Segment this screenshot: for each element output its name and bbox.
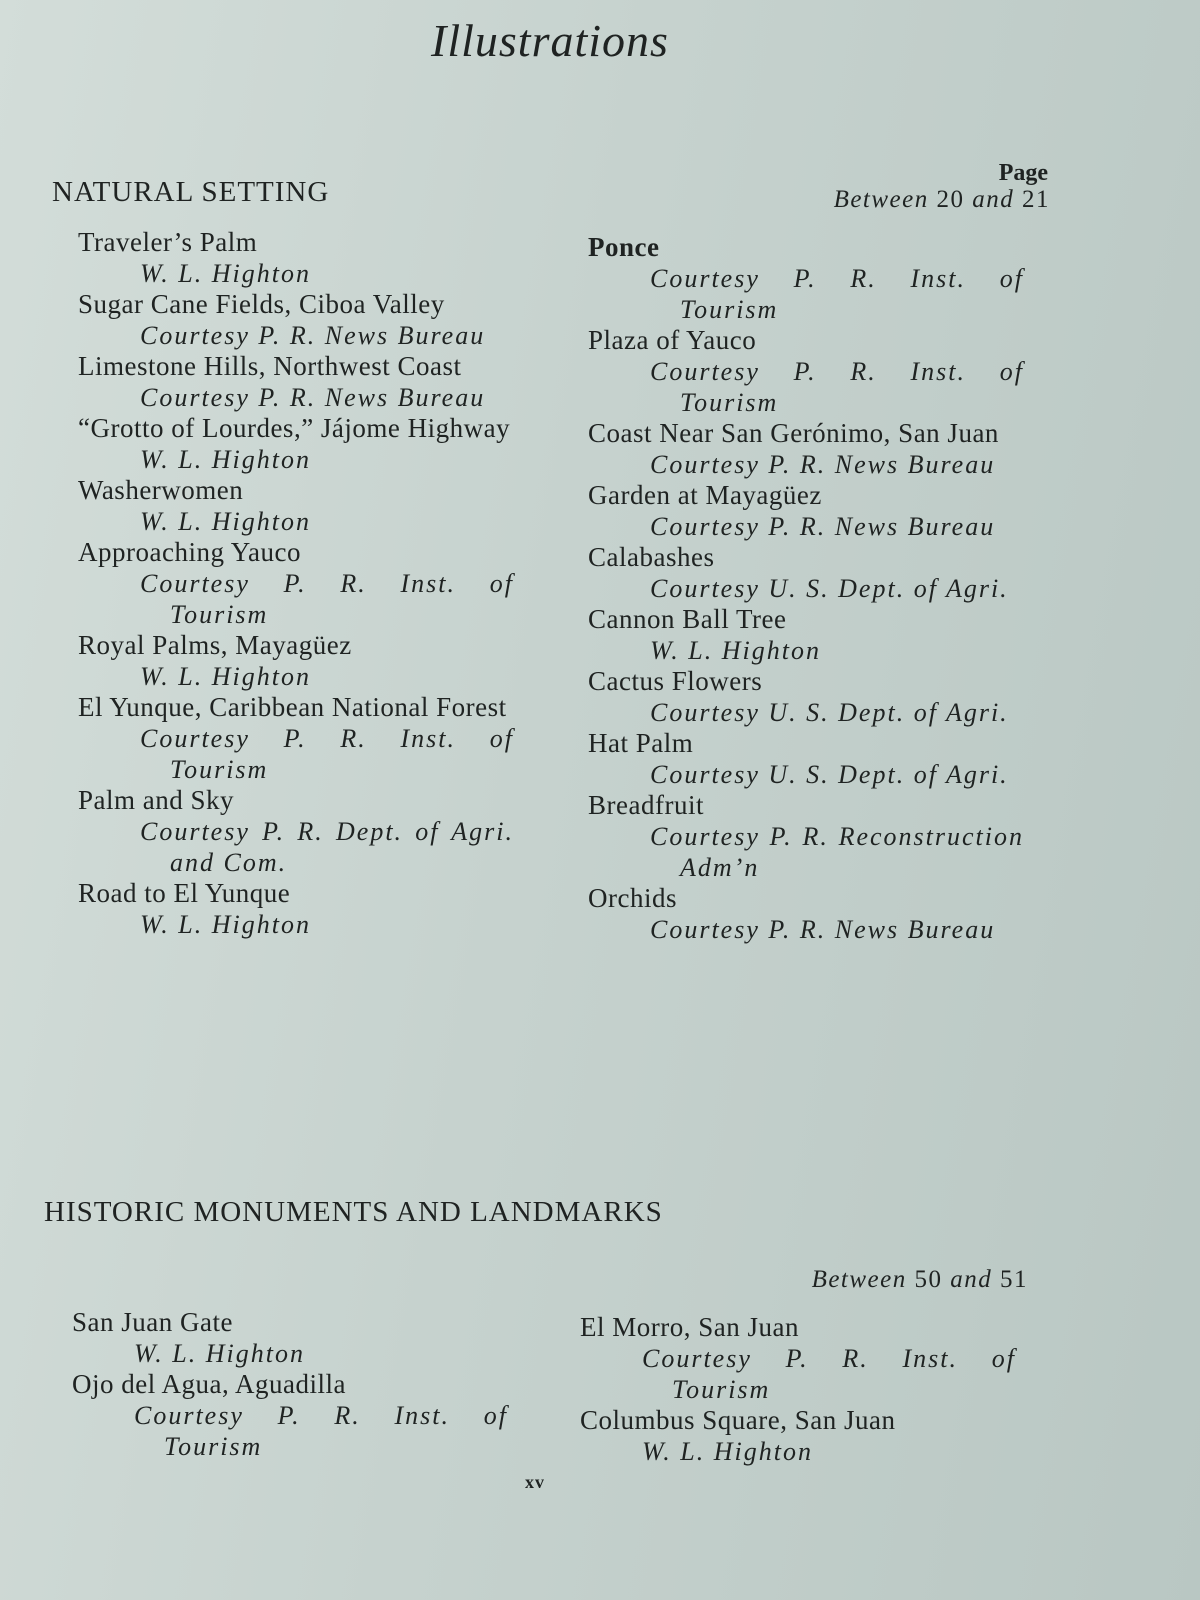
illustration-title: Cactus Flowers (588, 666, 763, 696)
illustration-title: Calabashes (588, 542, 715, 572)
list-item (588, 666, 1024, 728)
illustration-title: Washerwomen (78, 475, 244, 505)
illustration-title: Limestone Hills, Northwest Coast (78, 351, 462, 381)
illustration-credit: Courtesy P. R. Inst. of Tourism (140, 569, 514, 629)
illustration-title: Sugar Cane Fields, Ciboa Valley (78, 289, 445, 319)
illustration-credit: W. L. Highton (642, 1437, 813, 1466)
illustration-title: Cannon Ball Tree (588, 604, 787, 634)
list-item (78, 878, 514, 940)
range-end: 51 (1000, 1266, 1028, 1293)
illustration-credit: Courtesy P. R. Inst. of Tourism (642, 1344, 1016, 1404)
range-and: and (972, 186, 1015, 213)
illustration-credit: Courtesy P. R. News Bureau (650, 512, 996, 541)
section-page-range (812, 1266, 1028, 1294)
range-start: 50 (914, 1266, 943, 1293)
illustration-title: Road to El Yunque (78, 878, 291, 908)
illustration-credit: W. L. Highton (650, 636, 821, 665)
list-item (588, 232, 1024, 325)
list-item (78, 227, 514, 289)
illustration-credit: Courtesy P. R. News Bureau (650, 450, 996, 479)
illustration-credit: W. L. Highton (134, 1339, 305, 1368)
list-item (588, 883, 1024, 945)
illustration-title: Plaza of Yauco (588, 325, 757, 355)
page-title: Illustrations (431, 15, 669, 66)
range-end: 21 (1022, 186, 1050, 213)
range-prefix: Between (833, 186, 929, 213)
list-item (78, 537, 514, 630)
list-item (588, 480, 1024, 542)
illustration-title: Hat Palm (588, 728, 694, 758)
illustration-credit: Courtesy P. R. Inst. of Tourism (650, 357, 1024, 417)
illustration-credit: W. L. Highton (140, 507, 311, 536)
illustration-title: Royal Palms, Mayagüez (78, 630, 352, 660)
list-item (78, 630, 514, 692)
illustration-credit: Courtesy P. R. Dept. of Agri. and Com. (140, 817, 514, 877)
list-item (580, 1312, 1016, 1405)
section-page-range (834, 186, 1050, 214)
illustration-credit: Courtesy U. S. Dept. of Agri. (650, 760, 1009, 789)
illustration-credit: Courtesy P. R. News Bureau (140, 321, 486, 350)
illustration-list-right (580, 1312, 1016, 1467)
illustration-title: Coast Near San Gerónimo, San Juan (588, 418, 999, 448)
list-item (588, 418, 1024, 480)
list-item (78, 289, 514, 351)
illustration-title: Approaching Yauco (78, 537, 301, 567)
illustration-credit: Courtesy P. R. Reconstruction Adm’n (650, 822, 1024, 882)
illustration-credit: W. L. Highton (140, 662, 311, 691)
list-item (78, 475, 514, 537)
illustration-title: Garden at Mayagüez (588, 480, 822, 510)
list-item (78, 351, 514, 413)
list-item (72, 1307, 508, 1369)
page-column-label: Page (998, 160, 1048, 186)
illustration-title: Palm and Sky (78, 785, 235, 815)
illustration-title: San Juan Gate (72, 1307, 233, 1337)
illustration-credit: W. L. Highton (140, 445, 311, 474)
list-item (588, 728, 1024, 790)
illustration-list-left (78, 227, 514, 940)
list-item (588, 542, 1024, 604)
illustration-title: El Morro, San Juan (580, 1312, 799, 1342)
illustration-list-left (72, 1307, 508, 1462)
illustration-title: Columbus Square, San Juan (580, 1405, 896, 1435)
illustration-credit: Courtesy P. R. News Bureau (140, 383, 486, 412)
range-prefix: Between (811, 1266, 907, 1293)
list-item (78, 692, 514, 785)
illustration-title: Orchids (588, 883, 677, 913)
list-item (78, 785, 514, 878)
illustration-list-right (588, 232, 1024, 945)
section-heading-natural-setting: NATURAL SETTING (52, 176, 330, 208)
illustration-title: El Yunque, Caribbean National Forest (78, 692, 507, 722)
illustration-credit: Courtesy P. R. Inst. of Tourism (650, 264, 1024, 324)
illustration-title: “Grotto of Lourdes,” Jájome Highway (78, 413, 511, 443)
illustration-credit: W. L. Highton (140, 259, 311, 288)
list-item (78, 413, 514, 475)
illustration-credit: Courtesy P. R. Inst. of Tourism (134, 1401, 508, 1461)
illustration-credit: Courtesy P. R. News Bureau (650, 915, 996, 944)
list-item (588, 790, 1024, 883)
illustration-credit: Courtesy U. S. Dept. of Agri. (650, 698, 1009, 727)
list-item (580, 1405, 1016, 1467)
illustration-title: Traveler’s Palm (78, 227, 258, 257)
list-item (588, 325, 1024, 418)
section-heading-historic-monuments: HISTORIC MONUMENTS AND LANDMARKS (44, 1196, 663, 1228)
illustration-credit: Courtesy P. R. Inst. of Tourism (140, 724, 514, 784)
illustration-credit: W. L. Highton (140, 910, 311, 939)
illustration-title: Ponce (588, 232, 660, 262)
range-and: and (950, 1266, 993, 1293)
list-item (588, 604, 1024, 666)
illustration-title: Ojo del Agua, Aguadilla (72, 1369, 346, 1399)
range-start: 20 (936, 186, 965, 213)
page-number: xv (525, 1472, 545, 1492)
illustration-credit: Courtesy U. S. Dept. of Agri. (650, 574, 1009, 603)
list-item (72, 1369, 508, 1462)
illustration-title: Breadfruit (588, 790, 704, 820)
